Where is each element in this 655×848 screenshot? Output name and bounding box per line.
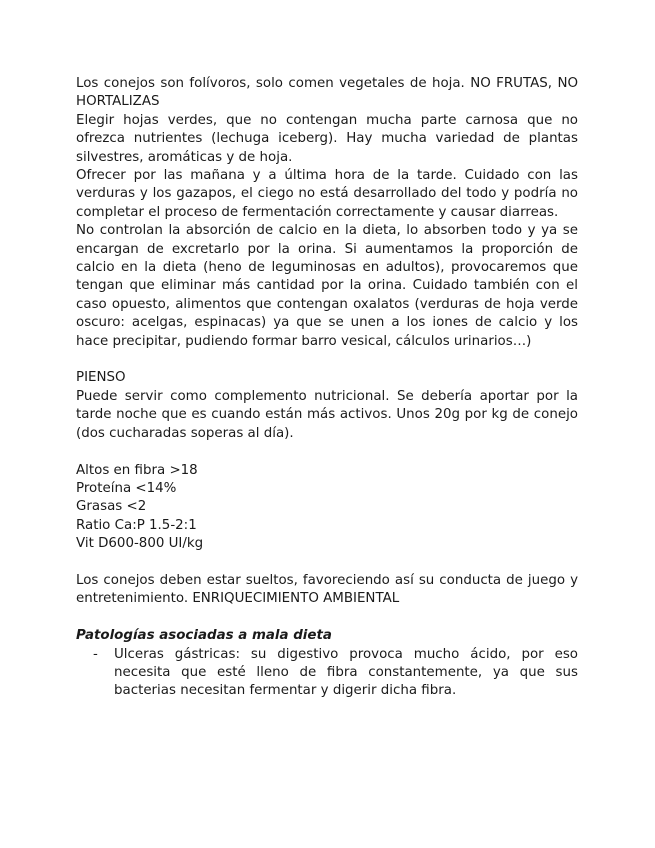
requirement-vitamin-d: Vit D600-800 UI/kg — [76, 536, 204, 552]
requirement-protein: Proteína <14% — [76, 480, 177, 496]
bullet-dash-icon: - — [93, 646, 98, 662]
spacer — [76, 351, 578, 369]
pathologies-heading: Patologías asociadas a mala dieta — [76, 628, 332, 644]
intro-paragraph-diet: Los conejos son folívoros, solo comen vegetales de hoja. NO FRUTAS, NO HORTALIZAS — [76, 76, 578, 110]
intro-paragraph-leaves: Elegir hojas verdes, que no contengan mucha parte carnosa que no ofrezca nutrientes (lechuga iceberg). Hay mucha variedad de plantas silvestres, aromáticas y de hoja. — [76, 112, 578, 165]
environment-paragraph: Los conejos deben estar sueltos, favoreciendo así su conducta de juego y entretenimiento. ENRIQUECIMIENTO AMBIENTAL — [76, 572, 578, 607]
requirement-fat: Grasas <2 — [76, 499, 147, 515]
spacer — [76, 554, 578, 572]
requirement-fiber: Altos en fibra >18 — [76, 462, 198, 478]
pathology-ulcers-text: Ulceras gástricas: su digestivo provoca mucho ácido, por eso necesita que esté lleno de fibra constantemente, ya que sus bacterias necesitan fermentar y digerir dicha fibra. — [114, 646, 578, 699]
pienso-requirements-list — [76, 462, 578, 554]
requirement-ca-p-ratio: Ratio Ca:P 1.5-2:1 — [76, 517, 197, 533]
document-page — [76, 75, 578, 701]
pienso-heading: PIENSO — [76, 370, 126, 386]
intro-paragraph-calcium: No controlan la absorción de calcio en la dieta, lo absorben todo y ya se encargan de excretarlo por la orina. Si aumentamos la proporción de calcio en la dieta (heno de leguminosas en adultos), provocaremos que tengan que eliminar más cantidad por la orina. Cuidado también con el caso opuesto, alimentos que contengan oxalatos (verduras de hoja verde oscuro: acelgas, espinacas) ya que se unen a los iones de calcio y los hace precipitar, pudiendo formar barro vesical, cálculos urinarios…) — [76, 223, 578, 349]
spacer — [76, 443, 578, 461]
spacer — [76, 609, 578, 627]
pathologies-list — [76, 646, 578, 701]
pienso-paragraph: Puede servir como complemento nutricional. Se debería aportar por la tarde noche que es cuando están más activos. Unos 20g por kg de conejo (dos cucharadas soperas al día). — [76, 388, 578, 441]
intro-paragraph-timing: Ofrecer por las mañana y a última hora de la tarde. Cuidado con las verduras y los gazapos, el ciego no está desarrollado del todo y podría no completar el proceso de fermentación correctamente y causar diarreas. — [76, 168, 578, 220]
list-item — [76, 646, 578, 701]
